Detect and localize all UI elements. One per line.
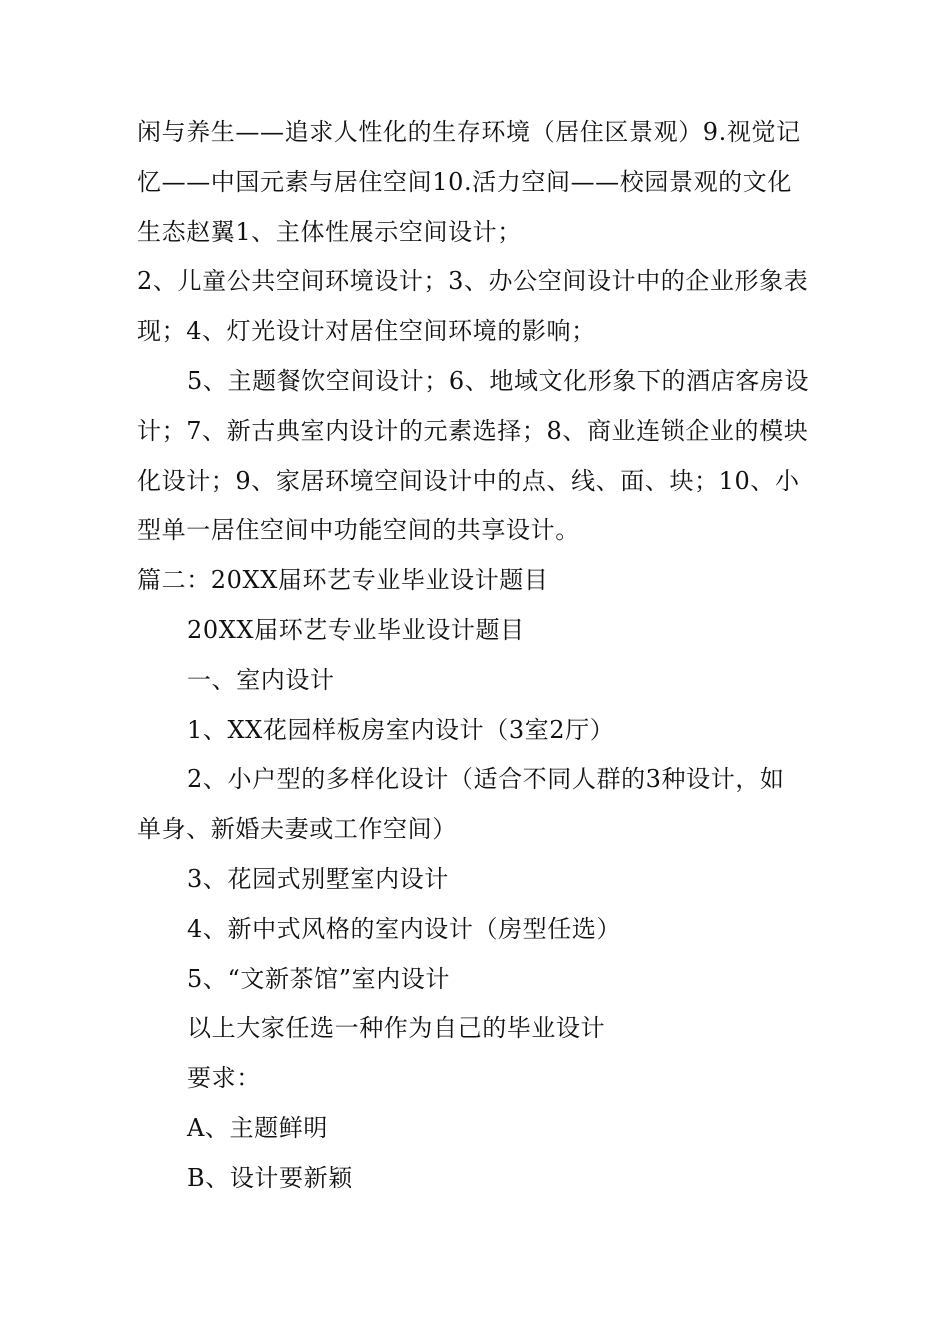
document-title: 20XX届环艺专业毕业设计题目 [187,615,525,644]
list-item: 3、花园式别墅室内设计 [187,864,449,893]
text-line: 5、主题餐饮空间设计；6、地域文化形象下的酒店客房设 [187,366,810,395]
list-item-continuation: 单身、新婚夫妻或工作空间） [137,815,457,844]
requirement-item: A、主题鲜明 [187,1113,328,1142]
requirement-item: B、设计要新颖 [187,1163,353,1192]
list-item: 4、新中式风格的室内设计（房型任选） [187,914,622,943]
text-line: 现；4、灯光设计对居住空间环境的影响； [137,317,596,346]
text-line: 生态赵翼1、主体性展示空间设计； [137,217,522,246]
requirements-label: 要求： [187,1064,261,1093]
text-line: 以上大家任选一种作为自己的毕业设计 [187,1014,606,1043]
text-line: 化设计；9、家居环境空间设计中的点、线、面、块；10、小 [137,466,800,495]
text-line: 闲与养生——追求人性化的生存环境（居住区景观）9.视觉记 [137,118,801,146]
list-item: 1、XX花园样板房室内设计（3室2厅） [187,715,615,744]
text-line: 型单一居住空间中功能空间的共享设计。 [137,516,580,545]
section-heading: 篇二：20XX届环艺专业毕业设计题目 [137,566,549,595]
text-line: 2、儿童公共空间环境设计；3、办公空间设计中的企业形象表 [137,267,809,296]
document-page [137,108,837,1204]
subsection-heading: 一、室内设计 [187,665,335,694]
list-item: 5、“文新茶馆”室内设计 [187,964,451,993]
text-line: 计；7、新古典室内设计的元素选择；8、商业连锁企业的模块 [137,416,809,445]
list-item: 2、小户型的多样化设计（适合不同人群的3种设计，如 [187,765,785,794]
text-line: 忆——中国元素与居住空间10.活力空间——校园景观的文化 [137,167,792,196]
